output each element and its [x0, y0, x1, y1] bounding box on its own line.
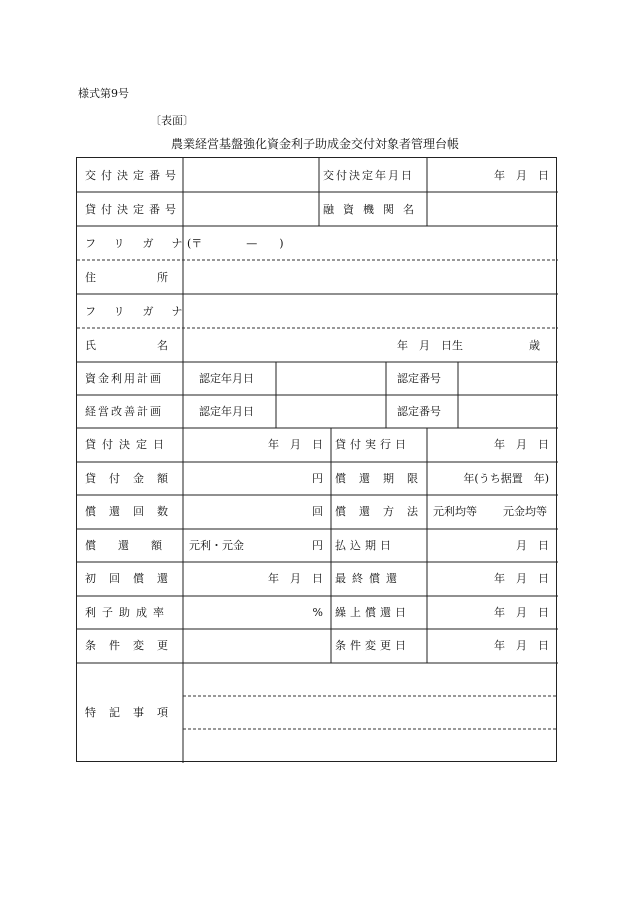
- form-number: 様式第9号: [78, 87, 129, 100]
- payment-date-value: 月 日: [516, 539, 549, 552]
- postal-code: (〒 — ): [187, 237, 284, 250]
- condition-change-date-value: 年 月 日: [494, 639, 549, 652]
- loan-decision-date-label: 貸付決定日: [85, 438, 170, 451]
- loan-amount-label: 貸付金額: [85, 472, 181, 485]
- first-repay-value: 年 月 日: [268, 572, 323, 585]
- early-repay-label: 繰上償還日: [335, 606, 410, 619]
- final-repay-label: 最終償還: [335, 572, 403, 585]
- repay-method-label: 償還方法: [335, 505, 431, 518]
- payment-date-label: 払込期日: [335, 539, 395, 552]
- loan-exec-date-label: 貸付実行日: [335, 438, 410, 451]
- subsidy-rate-unit: %: [312, 606, 323, 619]
- subsidy-rate-label: 利子助成率: [85, 606, 170, 619]
- first-repay-label: 初回償還: [85, 572, 181, 585]
- repay-method-b: 元金均等: [503, 505, 547, 518]
- repay-count-label: 償還回数: [85, 505, 181, 518]
- ledger-table: [76, 157, 557, 762]
- institution-label: 融資機関名: [323, 203, 423, 216]
- side-label: 〔表面〕: [150, 114, 194, 127]
- improve-plan-cert-no-label: 認定番号: [397, 405, 441, 418]
- fund-plan-cert-date-label: 認定年月日: [199, 372, 254, 385]
- early-repay-value: 年 月 日: [494, 606, 549, 619]
- address-label: 住 所: [85, 271, 181, 284]
- decision-date-label: 交付決定年月日: [323, 169, 414, 182]
- repay-period-label: 償還期限: [335, 472, 431, 485]
- loan-exec-date-value: 年 月 日: [494, 438, 549, 451]
- loan-number-label: 貸付決定番号: [85, 203, 181, 216]
- repay-amount-prefix: 元利・元金: [189, 539, 244, 552]
- improve-plan-label: 経営改善計画: [85, 405, 163, 418]
- repay-method-a: 元利均等: [433, 505, 477, 518]
- furigana-name-label: フリガナ: [85, 305, 201, 318]
- furigana-address-label: フリガナ: [85, 237, 201, 250]
- birth-date: 年 月 日生: [397, 339, 463, 352]
- age-label: 歳: [529, 339, 540, 352]
- fund-plan-cert-no-label: 認定番号: [397, 372, 441, 385]
- remarks-label: 特記事項: [85, 706, 181, 719]
- repay-period-value: 年(うち据置 年): [463, 472, 549, 485]
- repay-amount-unit: 円: [312, 539, 323, 552]
- improve-plan-cert-date-label: 認定年月日: [199, 405, 254, 418]
- loan-amount-unit: 円: [312, 472, 323, 485]
- name-label: 氏 名: [85, 339, 181, 352]
- repay-amount-label: 償還額: [85, 539, 184, 552]
- form-title: 農業経営基盤強化資金利子助成金交付対象者管理台帳: [170, 137, 459, 151]
- final-repay-value: 年 月 日: [494, 572, 549, 585]
- fund-plan-label: 資金利用計画: [85, 372, 163, 385]
- decision-date-value: 年 月 日: [494, 169, 549, 182]
- decision-number-label: 交付決定番号: [85, 169, 181, 182]
- repay-count-unit: 回: [312, 505, 323, 518]
- condition-change-date-label: 条件変更日: [335, 639, 410, 652]
- condition-change-label: 条件変更: [85, 639, 181, 652]
- loan-decision-date-value: 年 月 日: [268, 438, 323, 451]
